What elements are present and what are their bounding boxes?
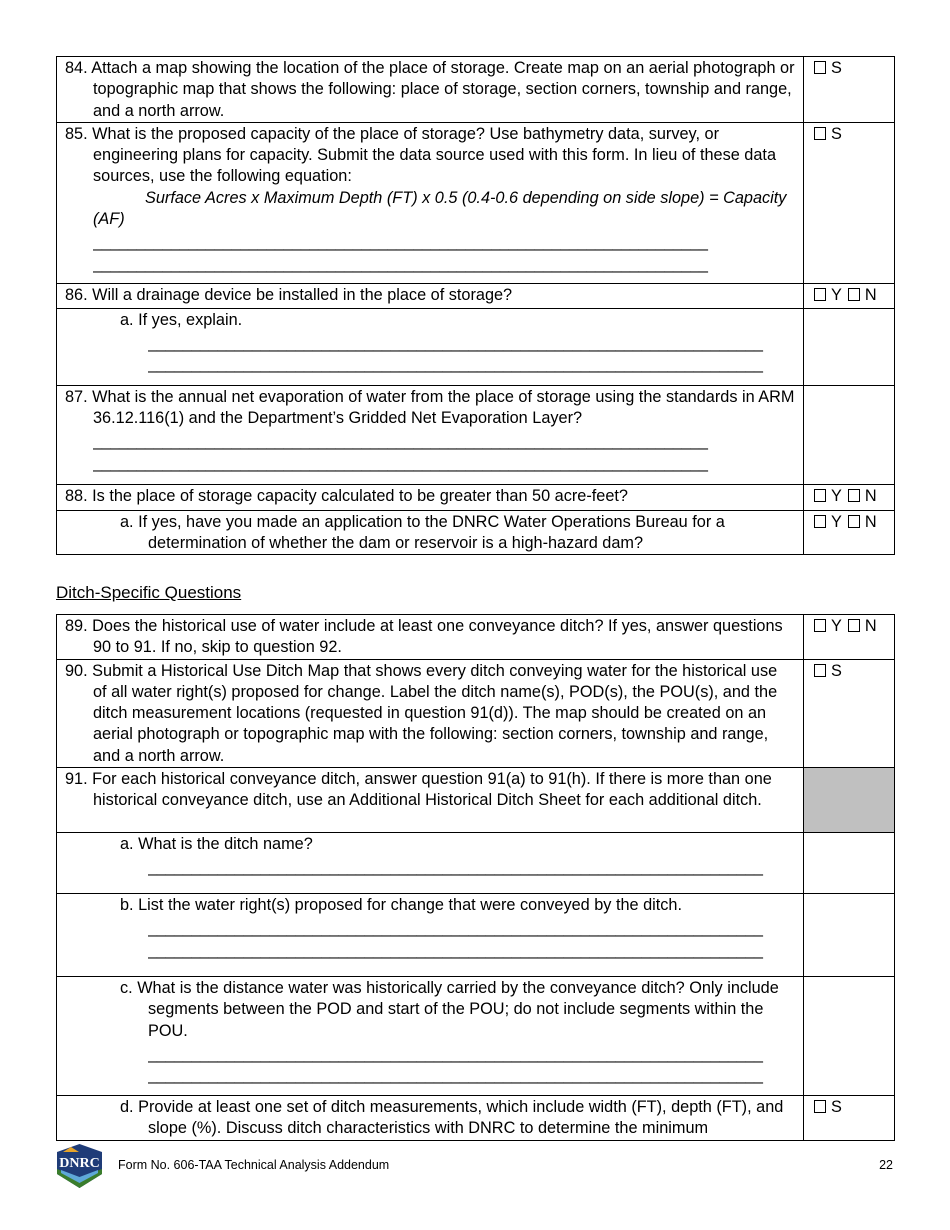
table-row bbox=[57, 385, 895, 484]
footer-form-name: Form No. 606-TAA Technical Analysis Addendum bbox=[118, 1158, 390, 1172]
ditch-questions-table bbox=[56, 614, 895, 1141]
checkbox-yes[interactable] bbox=[814, 515, 826, 528]
question-90-text: 90. Submit a Historical Use Ditch Map that shows every ditch conveying water for the historical use of all water right(s) proposed for change. Label the ditch name(s), POD(s), the POU(s), and the ditch measurement locations (requested in question 91(d)). The map should be created on an aerial photograph or topographic map with the following: section corners, township and range, and a north arrow. bbox=[65, 661, 778, 765]
question-91b-text: b. List the water right(s) proposed for change that were conveyed by the ditch. bbox=[120, 896, 683, 915]
answer-line[interactable]: _______________________________________________________________________ bbox=[148, 334, 763, 353]
answer-line[interactable]: _______________________________________________________________________ bbox=[148, 1066, 763, 1085]
table-row bbox=[57, 57, 895, 123]
answer-line[interactable]: _______________________________________________________________________ bbox=[148, 858, 763, 877]
question-85-text: 85. What is the proposed capacity of the place of storage? Use bathymetry data, survey, or engineering plans for capacity. Submit the data source used with this form. In lieu of these data sources, use the following equation: bbox=[65, 124, 776, 186]
checkbox-s[interactable] bbox=[814, 664, 826, 677]
question-87-text: 87. What is the annual net evaporation of water from the place of storage using the standards in ARM 36.12.116(1) and the Department’s Gridded Net Evaporation Layer? bbox=[65, 387, 795, 428]
answer-line[interactable]: _______________________________________________________________________ bbox=[148, 1044, 763, 1063]
answer-line[interactable]: _______________________________________________________________________ bbox=[93, 453, 708, 472]
table-row bbox=[57, 977, 895, 1096]
question-91c-text: c. What is the distance water was historically carried by the conveyance ditch? Only include segments between the POD and start of the POU; do not include segments within the POU. bbox=[120, 979, 779, 1040]
table-row: 90. Submit a Historical Use Ditch Map that shows every ditch conveying water for the historical use of all water right(s) proposed for change. Label the ditch name(s), POD(s), the POU(s), and the ditch measurement locations (requested in question 91(d)). The map should be created on an aerial photograph or topographic map with the following: section corners, township and range, and a north arrow. S bbox=[57, 659, 895, 767]
storage-questions-table bbox=[56, 56, 895, 555]
checkbox-s[interactable] bbox=[814, 127, 826, 140]
answer-line[interactable]: _______________________________________________________________________ bbox=[93, 233, 708, 252]
question-88a-text: a. If yes, have you made an application to the DNRC Water Operations Bureau for a determination of whether the dam or reservoir is a high-hazard dam? bbox=[120, 512, 725, 553]
answer-line[interactable]: _______________________________________________________________________ bbox=[148, 940, 763, 959]
table-row: a. If yes, have you made an application to the DNRC Water Operations Bureau for a determination of whether the dam or reservoir is a high-hazard dam? Y N bbox=[57, 510, 895, 555]
question-89-text: 89. Does the historical use of water include at least one conveyance ditch? If yes, answer questions 90 to 91. If no, skip to question 92. bbox=[65, 617, 783, 657]
section-heading: Ditch-Specific Questions bbox=[56, 583, 242, 602]
question-84-checkbox-cell: S bbox=[804, 57, 895, 123]
question-91d-text: d. Provide at least one set of ditch measurements, which include width (FT), depth (FT), and slope (%). Discuss ditch characteristics with DNRC to determine the minimum bbox=[120, 1098, 784, 1138]
table-row bbox=[57, 768, 895, 833]
checkbox-no[interactable] bbox=[848, 489, 860, 502]
table-row bbox=[57, 308, 895, 385]
table-row: 85. What is the proposed capacity of the place of storage? Use bathymetry data, survey, or engineering plans for capacity. Submit the data source used with this form. In lieu of these data sources, use the following equation: Surface Acres x Maximum Depth (FT) x 0.5 (0.4-0.6 depending on side slope) = Capacity (AF) _______________________________________________________________________ _______________________________________________________________________ S bbox=[57, 122, 895, 283]
page-number: 22 bbox=[879, 1158, 893, 1172]
checkbox-no[interactable] bbox=[848, 515, 860, 528]
checkbox-no[interactable] bbox=[848, 288, 860, 301]
capacity-equation: Surface Acres x Maximum Depth (FT) x 0.5 (0.4-0.6 depending on side slope) = Capacity (AF) bbox=[93, 188, 787, 229]
question-86a-text: a. If yes, explain. bbox=[120, 310, 243, 329]
table-row: 89. Does the historical use of water include at least one conveyance ditch? If yes, answer questions 90 to 91. If no, skip to question 92. Y N bbox=[57, 615, 895, 660]
question-86-text: 86. Will a drainage device be installed in the place of storage? bbox=[65, 285, 513, 304]
dnrc-logo bbox=[55, 1143, 104, 1189]
answer-line[interactable]: _______________________________________________________________________ bbox=[148, 355, 763, 374]
table-row: 88. Is the place of storage capacity calculated to be greater than 50 acre-feet? Y N bbox=[57, 484, 895, 510]
answer-line[interactable]: _______________________________________________________________________ bbox=[93, 432, 708, 451]
checkbox-yes[interactable] bbox=[814, 288, 826, 301]
checkbox-no[interactable] bbox=[848, 619, 860, 632]
table-row bbox=[57, 833, 895, 894]
question-91-text: 91. For each historical conveyance ditch, answer question 91(a) to 91(h). If there is more than one historical conveyance ditch, use an Additional Historical Ditch Sheet for each additional ditch. bbox=[65, 770, 772, 810]
table-row: 86. Will a drainage device be installed in the place of storage? Y N bbox=[57, 283, 895, 308]
shaded-cell bbox=[804, 768, 895, 833]
answer-line[interactable]: _______________________________________________________________________ bbox=[93, 254, 708, 273]
checkbox-yes[interactable] bbox=[814, 489, 826, 502]
table-row bbox=[57, 894, 895, 977]
checkbox-s[interactable] bbox=[814, 61, 826, 74]
question-84-text: 84. Attach a map showing the location of the place of storage. Create map on an aerial photograph or topographic map that shows the following: place of storage, section corners, township and range, and a north arrow. bbox=[65, 59, 795, 120]
answer-line[interactable]: _______________________________________________________________________ bbox=[148, 919, 763, 938]
checkbox-s[interactable] bbox=[814, 1100, 826, 1113]
question-91a-text: a. What is the ditch name? bbox=[120, 835, 313, 854]
question-88-text: 88. Is the place of storage capacity calculated to be greater than 50 acre-feet? bbox=[65, 486, 628, 505]
table-row: d. Provide at least one set of ditch measurements, which include width (FT), depth (FT), and slope (%). Discuss ditch characteristics with DNRC to determine the minimum S bbox=[57, 1096, 895, 1141]
logo-text: DNRC bbox=[59, 1156, 100, 1171]
checkbox-yes[interactable] bbox=[814, 619, 826, 632]
